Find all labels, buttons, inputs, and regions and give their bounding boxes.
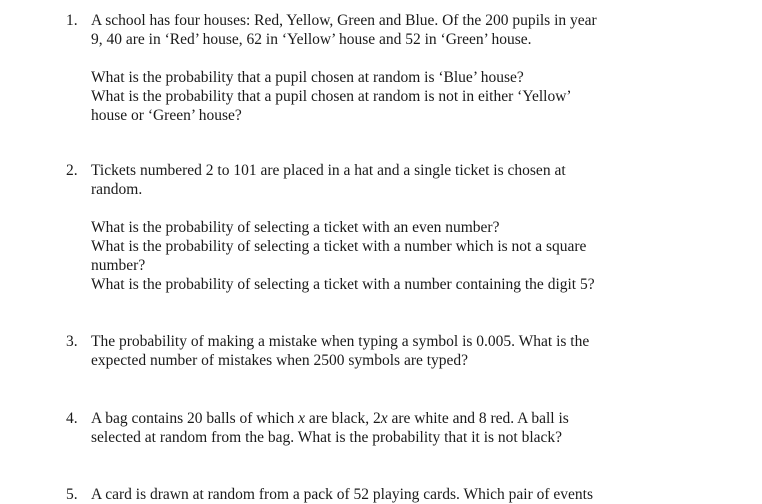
question-number: 1. [66, 12, 78, 29]
question-line: expected number of mistakes when 2500 symbols are typed? [91, 352, 469, 369]
question-line: number? [91, 257, 146, 274]
question-number: 3. [66, 333, 78, 350]
question-text [91, 485, 656, 504]
question-line: house or ‘Green’ house? [91, 107, 242, 124]
question-number: 5. [66, 486, 78, 503]
question-line: What is the probability of selecting a ticket with a number containing the digit 5? [91, 276, 595, 293]
question-line: A school has four houses: Red, Yellow, Green and Blue. Of the 200 pupils in year [91, 12, 597, 29]
question-number: 4. [66, 410, 78, 427]
question-line: What is the probability that a pupil chosen at random is not in either ‘Yellow’ [91, 88, 572, 105]
blank-line [91, 49, 656, 68]
question-text [91, 11, 656, 125]
variable-x: x [298, 410, 305, 427]
question-line: 9, 40 are in ‘Red’ house, 62 in ‘Yellow’ house and 52 in ‘Green’ house. [91, 31, 532, 48]
question-line: random. [91, 181, 143, 198]
question-line: A card is drawn at random from a pack of 52 playing cards. Which pair of events [91, 486, 594, 503]
question-number: 2. [66, 162, 78, 179]
question-line: selected at random from the bag. What is the probability that it is not black? [91, 429, 563, 446]
text-run: are white and 8 red. A ball is [387, 410, 569, 427]
text-run: A bag contains 20 balls of which [91, 410, 299, 427]
text-run: are black, 2 [304, 410, 381, 427]
question-line [91, 409, 656, 428]
question-text [91, 332, 656, 370]
question-line: What is the probability of selecting a ticket with a number which is not a square [91, 238, 587, 255]
question-text [91, 161, 656, 294]
question-line: What is the probability that a pupil chosen at random is ‘Blue’ house? [91, 69, 524, 86]
question-line: The probability of making a mistake when typing a symbol is 0.005. What is the [91, 333, 590, 350]
question-line: Tickets numbered 2 to 101 are placed in a hat and a single ticket is chosen at [91, 162, 566, 179]
variable-x: x [380, 410, 388, 427]
question-line: What is the probability of selecting a ticket with an even number? [91, 219, 500, 236]
blank-line [91, 199, 656, 218]
question-text [91, 409, 656, 447]
